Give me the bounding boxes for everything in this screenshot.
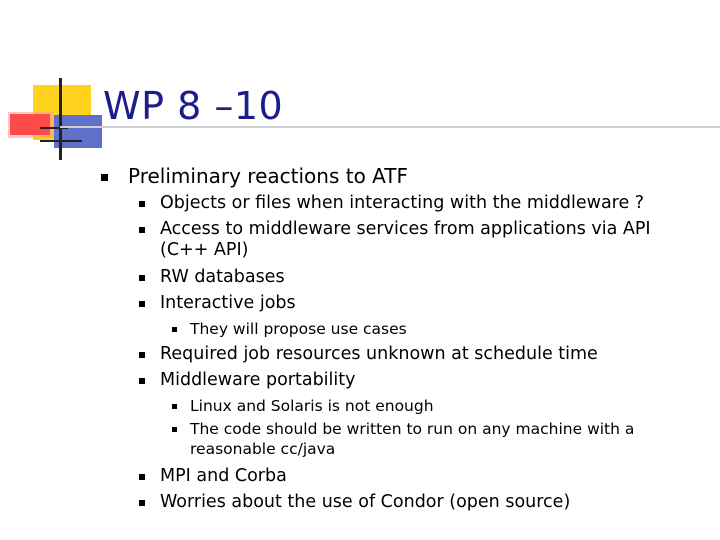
bullet-text: Interactive jobs [160,293,296,313]
bullet-marker [139,474,145,480]
bullet-text: Objects or files when interacting with the middleware ? [160,193,645,213]
decor-vertical-line [59,78,62,160]
bullet-marker [101,174,108,181]
bullet-text: MPI and Corba [160,466,287,486]
bullet-marker [139,201,145,207]
decor-red-square [10,114,50,135]
bullet-marker [139,500,145,506]
bullet-marker [172,327,177,332]
bullet-marker [172,427,177,432]
bullet-text: Worries about the use of Condor (open source) [160,492,571,512]
bullet-text: Required job resources unknown at schedule time [160,344,598,364]
decor-horizontal-line [40,140,82,142]
bullet-marker [139,352,145,358]
bullet-text: Preliminary reactions to ATF [128,164,409,188]
bullet-marker [139,227,145,233]
bullet-text: RW databases [160,267,285,287]
slide-title: WP 8 –10 [103,84,284,128]
bullet-text: The code should be written to run on any machine with a [190,420,635,438]
bullet-marker [139,378,145,384]
bullet-text: Middleware portability [160,370,356,390]
bullet-text-continuation: reasonable cc/java [190,440,336,458]
bullet-text-continuation: (C++ API) [160,240,249,260]
bullet-marker [139,275,145,281]
bullet-marker [172,404,177,409]
bullet-marker [139,301,145,307]
bullet-text: Access to middleware services from applications via API [160,219,651,239]
bullet-text: Linux and Solaris is not enough [190,397,434,415]
bullet-text: They will propose use cases [190,320,407,338]
